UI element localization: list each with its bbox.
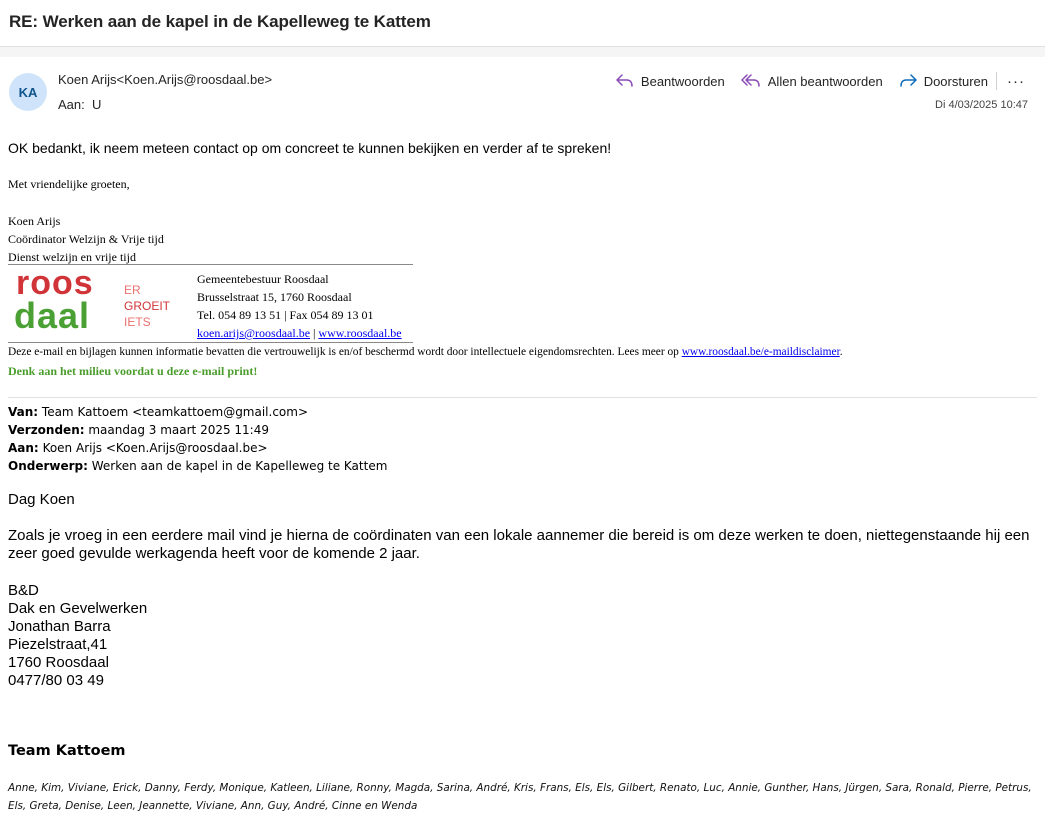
org-name: Gemeentebestuur Roosdaal: [197, 272, 329, 286]
organisation-address: [197, 270, 402, 342]
more-options-button[interactable]: ···: [1007, 72, 1025, 90]
subject-label: Onderwerp:: [8, 459, 88, 473]
subject-title: RE: Werken aan de kapel in de Kapelleweg te Kattem: [9, 12, 431, 31]
org-street: Brusselstraat 15, 1760 Roosdaal: [197, 290, 352, 304]
svg-text:daal: daal: [14, 295, 91, 333]
sent-value: maandag 3 maart 2025 11:49: [88, 423, 269, 437]
forward-label: Doorsturen: [923, 73, 988, 89]
contact-line: Piezelstraat,41: [8, 636, 108, 653]
reply-button[interactable]: [616, 74, 725, 89]
quoted-paragraph: Zoals je vroeg in een eerdere mail vind je hierna de coördinaten van een lokale aannemer die bereid is om deze werken te doen, niettegenstaande hij een zeer goed gevulde werkagenda heeft voor de komende 2 jaar.: [8, 527, 1030, 562]
disclaimer-link[interactable]: www.roosdaal.be/e-maildisclaimer: [681, 346, 840, 358]
quote-divider: [8, 397, 1037, 398]
contractor-details: [8, 582, 147, 690]
org-links: [197, 324, 402, 342]
recipient-line: [58, 97, 101, 112]
signature-name: Koen Arijs: [8, 214, 61, 228]
subject-bar: [0, 0, 1045, 47]
signature-rule-bottom: [8, 342, 413, 343]
disclaimer-end: .: [839, 346, 843, 358]
contact-line: Dak en Gevelwerken: [8, 600, 148, 617]
reply-all-button[interactable]: [741, 74, 883, 89]
team-signature: Team Kattoem: [8, 743, 126, 759]
link-separator: |: [310, 326, 319, 340]
website-link[interactable]: www.roosdaal.be: [318, 326, 402, 340]
svg-text:roos: roos: [16, 268, 94, 302]
reply-all-icon: [741, 74, 761, 88]
email-link[interactable]: koen.arijs@roosdaal.be: [197, 326, 311, 340]
team-members: Anne, Kim, Viviane, Erick, Danny, Ferdy, Monique, Katleen, Liliane, Ronny, Magda, Sarina, André, Kris, Frans, Els, Els, Gilbert, Renato, Luc, Annie, Gunther, Hans, Jürgen, Sara, Ronald, Pierre, Petrus, Els, Greta, Denise, Leen, Jeannette, Viviane, Ann, Guy, André, Cinne en Wenda: [8, 782, 1032, 812]
intro-text: OK bedankt, ik neem meteen contact op om concreet te kunnen bekijken en verder af te spreken!: [8, 140, 612, 156]
subject-value: Werken aan de kapel in de Kapelleweg te Kattem: [91, 459, 388, 473]
environment-note: Denk aan het milieu voordat u deze e-mail print!: [8, 364, 258, 378]
contact-line: B&D: [8, 582, 39, 599]
contact-line: 0477/80 03 49: [8, 672, 104, 689]
quoted-header: [8, 403, 387, 475]
forward-icon: [899, 74, 917, 88]
forward-button[interactable]: [899, 74, 988, 89]
reply-icon: [616, 74, 634, 88]
message-actions: [600, 70, 1029, 92]
disclaimer-text: Deze e-mail en bijlagen kunnen informatie bevatten die vertrouwelijk is en/of beschermd wordt door intellectuele eigendomsrechten. Lees meer op: [8, 346, 682, 358]
toolbar-separator: [996, 72, 997, 90]
salutation: Dag Koen: [8, 491, 75, 508]
sent-label: Verzonden:: [8, 423, 85, 437]
greeting-text: Met vriendelijke groeten,: [8, 177, 130, 191]
contact-line: 1760 Roosdaal: [8, 654, 109, 671]
to-label-quoted: Aan:: [8, 441, 39, 455]
svg-text:IETS: IETS: [124, 315, 151, 329]
from-value: Team Kattoem <teamkattoem@gmail.com>: [41, 405, 309, 419]
signature-role: Coördinator Welzijn & Vrije tijd: [8, 232, 164, 246]
to-value-quoted: Koen Arijs <Koen.Arijs@roosdaal.be>: [42, 441, 268, 455]
reply-label: Beantwoorden: [640, 73, 725, 89]
reply-all-label: Allen beantwoorden: [767, 73, 883, 89]
to-value[interactable]: U: [91, 97, 102, 112]
sent-date: Di 4/03/2025 10:47: [935, 99, 1028, 111]
signature-rule-top: [8, 264, 413, 265]
from-label: Van:: [8, 405, 39, 419]
to-label: Aan:: [58, 97, 85, 112]
disclaimer: [8, 346, 843, 358]
divider: [0, 47, 1045, 57]
signature-dept: Dienst welzijn en vrije tijd: [8, 250, 136, 264]
org-phone: Tel. 054 89 13 51 | Fax 054 89 13 01: [197, 308, 374, 322]
sender-name[interactable]: Koen Arijs<Koen.Arijs@roosdaal.be>: [58, 72, 273, 87]
contact-line: Jonathan Barra: [8, 618, 111, 635]
signature-block: [8, 212, 164, 266]
roosdaal-logo: [14, 268, 179, 333]
svg-text:ER: ER: [124, 283, 141, 297]
avatar[interactable]: KA: [9, 73, 47, 111]
svg-text:GROEIT: GROEIT: [124, 299, 171, 313]
